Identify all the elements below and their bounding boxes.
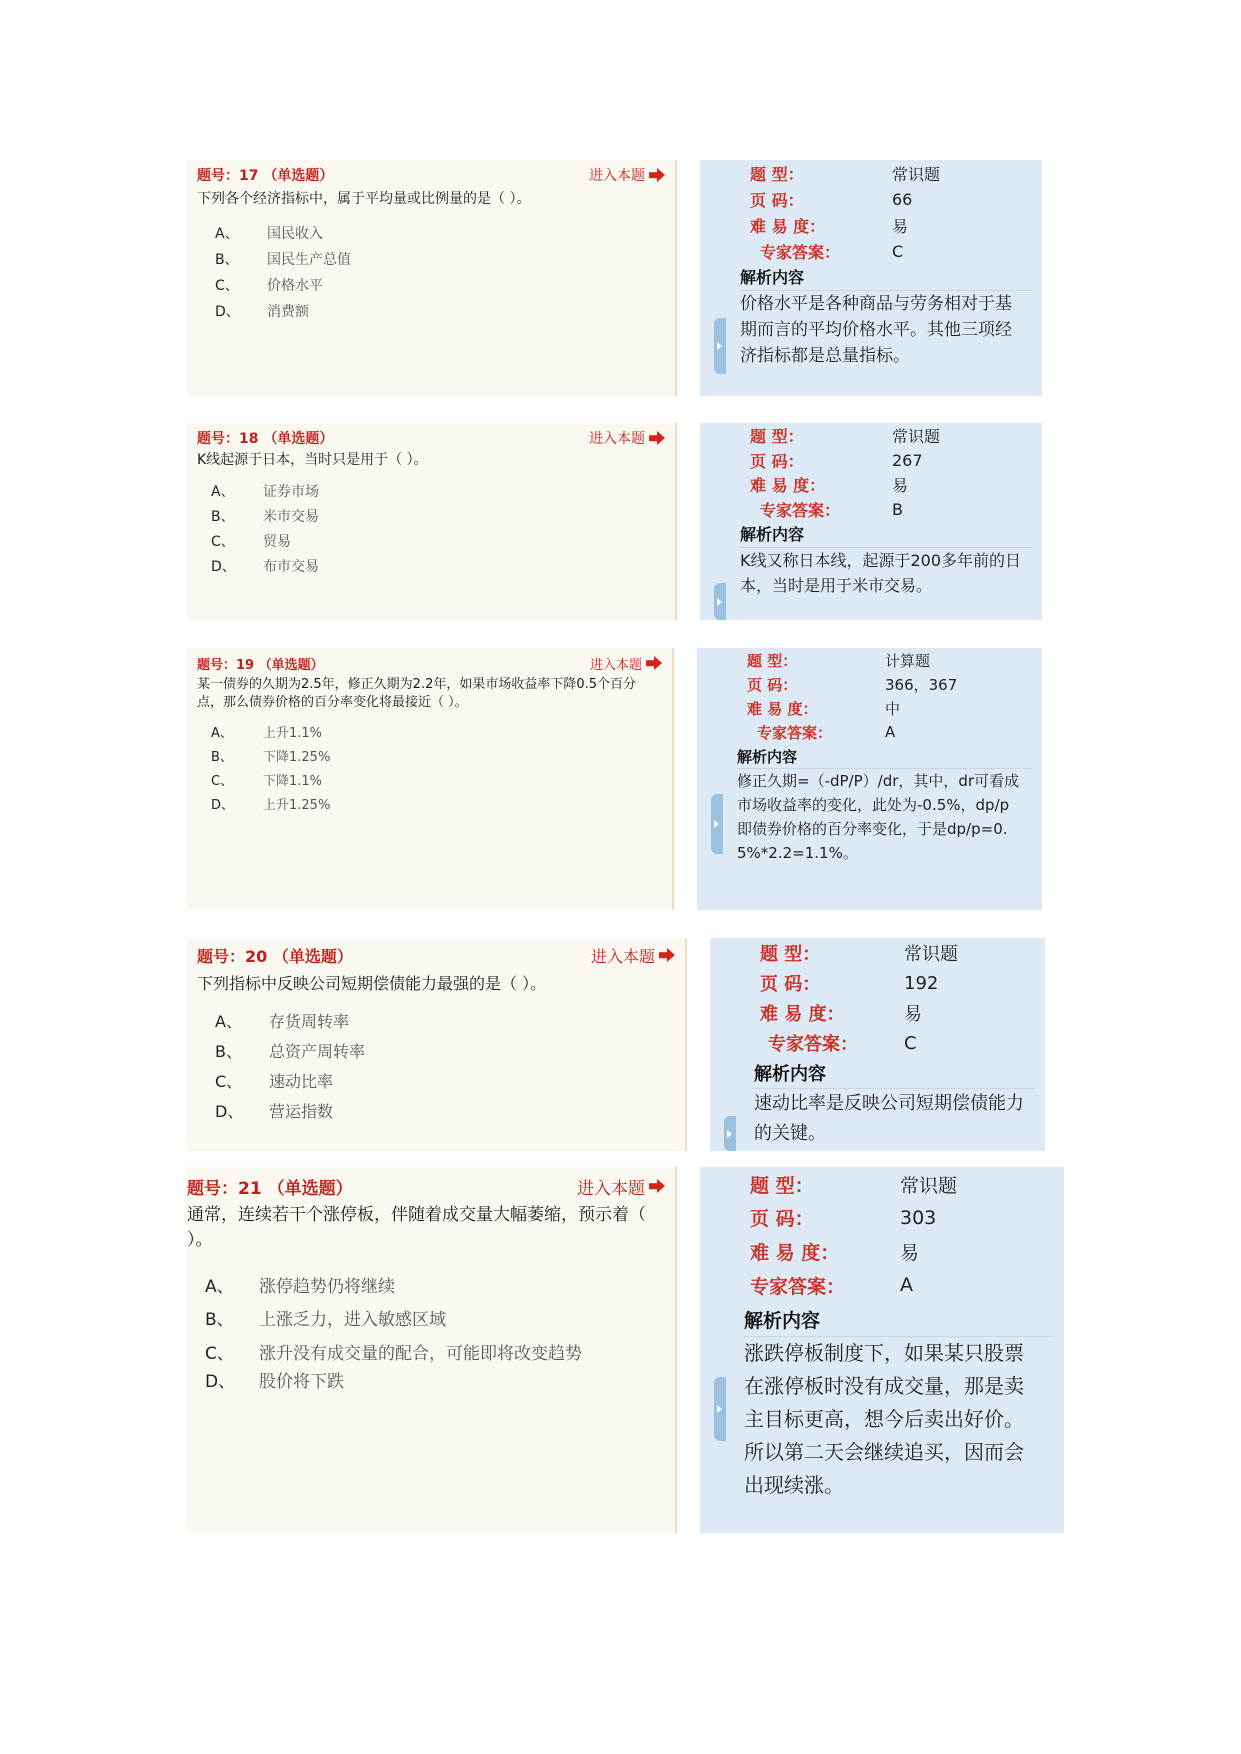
option-letter: C、: [211, 534, 235, 550]
difficulty: [747, 696, 1032, 720]
question-panel: [187, 160, 677, 396]
option-b[interactable]: [197, 505, 665, 530]
difficulty: [750, 212, 1032, 238]
analysis-title: 解析内容: [737, 744, 1032, 769]
answer-value: B: [892, 500, 903, 519]
question-type: [760, 938, 1035, 968]
option-text: 营运指数: [269, 1102, 334, 1121]
option-c[interactable]: [197, 273, 665, 299]
option-a[interactable]: [197, 1007, 675, 1037]
type-value: 常识题: [904, 944, 958, 965]
question-panel: [187, 938, 687, 1151]
option-list: [197, 722, 662, 818]
difficulty: [750, 1234, 1054, 1268]
question-card-17: [187, 160, 1042, 396]
option-letter: C、: [205, 1344, 234, 1364]
enter-question-link[interactable]: [591, 944, 675, 967]
analysis-text: K线又称日本线，起源于200多年前的日本，当时是用于米市交易。: [740, 551, 1022, 595]
option-d[interactable]: [197, 1097, 675, 1127]
option-c[interactable]: [197, 530, 665, 555]
question-type: [750, 160, 1032, 186]
type-value: 常识题: [900, 1174, 958, 1197]
option-text: 股价将下跌: [259, 1372, 344, 1392]
question-number: 题号：21 （单选题）: [187, 1178, 353, 1199]
question-header: [197, 942, 675, 968]
option-letter: C、: [211, 774, 234, 789]
question-header: [197, 164, 665, 186]
option-letter: D、: [211, 559, 236, 575]
option-text: 国民生产总值: [267, 252, 351, 268]
collapse-handle[interactable]: [714, 583, 726, 620]
option-letter: D、: [215, 304, 240, 320]
analysis-text: 修正久期=（-dP/P）/dr，其中，dr可看成市场收益率的变化，此处为-0.5%，dp/p即债券价格的百分率变化，于是dp/p=0.5%*2.2=1.1%。: [737, 772, 1020, 862]
arrow-right-icon: [649, 168, 665, 182]
page-number: [750, 448, 1032, 472]
enter-label: 进入本题: [590, 946, 655, 966]
option-list: [197, 1007, 675, 1127]
question-number: 题号：17 （单选题）: [197, 168, 334, 184]
page-number: [750, 1201, 1054, 1234]
arrow-right-icon: [649, 431, 665, 445]
option-text: 布市交易: [263, 559, 319, 575]
analysis-title: 解析内容: [740, 264, 1032, 291]
answer-value: A: [885, 723, 896, 741]
page-value: 192: [904, 972, 939, 994]
type-value: 计算题: [885, 651, 931, 670]
type-key: 题 型：: [750, 427, 804, 446]
page-number: [750, 186, 1032, 212]
question-stem: K线起源于日本，当时只是用于（ ）。: [197, 452, 428, 468]
option-d[interactable]: [187, 1366, 665, 1399]
option-list: [197, 480, 665, 580]
option-b[interactable]: [197, 247, 665, 273]
question-card-20: [187, 938, 1045, 1151]
analysis-text: 价格水平是各种商品与劳务相对于基期而言的平均价格水平。其他三项经济指标都是总量指标。: [740, 294, 1012, 366]
analysis-title: 解析内容: [744, 1302, 1054, 1337]
type-key: 题 型：: [760, 944, 821, 965]
page-value: 303: [900, 1206, 937, 1229]
answer-value: C: [904, 1032, 917, 1054]
type-value: 常识题: [892, 427, 941, 446]
type-key: 题 型：: [750, 1174, 814, 1197]
answer-key: 专家答案：: [757, 723, 833, 742]
expert-answer: [747, 720, 1032, 744]
option-c[interactable]: [197, 770, 662, 794]
question-panel: [187, 423, 677, 620]
page-key: 页 码：: [750, 1208, 814, 1230]
page-number: [747, 672, 1032, 696]
answer-key: 专家答案：: [760, 242, 841, 262]
question-type: [747, 648, 1032, 672]
question-number: 题号：19 （单选题）: [197, 657, 324, 673]
option-list: [197, 221, 665, 325]
question-number: 题号：18 （单选题）: [197, 431, 334, 447]
option-d[interactable]: [197, 299, 665, 325]
arrow-right-icon: [649, 1179, 665, 1193]
page-value: 267: [892, 450, 923, 470]
analysis-title: 解析内容: [754, 1058, 1035, 1089]
question-stem: 某一债券的久期为2.5年，修正久期为2.2年，如果市场收益率下降0.5个百分点，那么债券价格的百分率变化将最接近（ ）。: [197, 677, 637, 710]
enter-question-link[interactable]: [589, 165, 665, 185]
option-text: 涨升没有成交量的配合，可能即将改变趋势: [259, 1344, 582, 1364]
analysis-text: 涨跌停板制度下，如果某只股票在涨停板时没有成交量，那是卖主目标更高，想今后卖出好价。所以第二天会继续追买，因而会出现续涨。: [744, 1341, 1024, 1497]
option-d[interactable]: [197, 794, 662, 818]
option-letter: B、: [215, 1042, 242, 1061]
difficulty-value: 易: [900, 1241, 920, 1264]
option-b[interactable]: [197, 1037, 675, 1067]
enter-label: 进入本题: [589, 168, 645, 184]
answer-panel: [697, 648, 1042, 910]
difficulty-key: 难 易 度：: [750, 1241, 840, 1264]
page-key: 页 码：: [760, 974, 821, 995]
option-b[interactable]: [187, 1304, 665, 1337]
type-value: 常识题: [892, 164, 941, 184]
page-number: [760, 968, 1035, 998]
option-text: 涨停趋势仍将继续: [259, 1277, 395, 1297]
collapse-handle[interactable]: [724, 1116, 736, 1151]
arrow-right-icon: [646, 656, 662, 670]
expert-answer: [760, 1028, 1035, 1058]
question-header: [197, 652, 662, 674]
page-value: 66: [892, 189, 913, 209]
option-letter: C、: [215, 1072, 243, 1091]
difficulty-key: 难 易 度：: [750, 476, 826, 495]
option-letter: D、: [215, 1102, 244, 1121]
option-text: 贸易: [263, 534, 291, 550]
option-text: 消费额: [267, 304, 309, 320]
enter-label: 进入本题: [577, 1178, 645, 1199]
collapse-handle[interactable]: [714, 318, 726, 374]
option-letter: A、: [215, 1012, 242, 1031]
option-letter: C、: [215, 278, 239, 294]
question-type: [750, 423, 1032, 448]
analysis-text: 速动比率是反映公司短期偿债能力的关键。: [754, 1093, 1024, 1144]
option-text: 证券市场: [263, 484, 319, 500]
option-b[interactable]: [197, 746, 662, 770]
difficulty-value: 中: [885, 699, 901, 718]
answer-key: 专家答案：: [760, 501, 841, 520]
difficulty-value: 易: [892, 476, 909, 495]
option-a[interactable]: [197, 480, 665, 505]
option-c[interactable]: [197, 1067, 675, 1097]
collapse-handle[interactable]: [711, 794, 723, 854]
option-a[interactable]: [197, 722, 662, 746]
difficulty: [750, 472, 1032, 497]
question-card-19: [187, 648, 1042, 910]
page-key: 页 码：: [750, 190, 804, 210]
answer-panel: [710, 938, 1045, 1151]
question-panel: [187, 648, 674, 910]
answer-key: 专家答案：: [768, 1034, 858, 1055]
difficulty-value: 易: [904, 1004, 922, 1025]
type-key: 题 型：: [750, 164, 804, 184]
option-text: 速动比率: [269, 1072, 334, 1091]
option-text: 下降1.25%: [263, 750, 331, 765]
option-list: [187, 1271, 665, 1399]
option-letter: B、: [211, 509, 235, 525]
question-card-18: [187, 423, 1042, 620]
enter-question-link[interactable]: [577, 1174, 665, 1199]
answer-value: A: [900, 1274, 913, 1296]
option-text: 上升1.1%: [263, 726, 323, 741]
option-d[interactable]: [197, 555, 665, 580]
expert-answer: [750, 1268, 1054, 1302]
option-letter: A、: [205, 1277, 234, 1297]
enter-question-link[interactable]: [589, 428, 665, 448]
enter-label: 进入本题: [589, 431, 645, 447]
option-text: 存货周转率: [269, 1012, 350, 1031]
answer-panel: [700, 423, 1042, 620]
question-panel: [187, 1167, 677, 1533]
option-letter: B、: [205, 1310, 234, 1330]
difficulty-key: 难 易 度：: [760, 1004, 845, 1025]
question-stem: 下列各个经济指标中，属于平均量或比例量的是（ ）。: [197, 191, 531, 207]
answer-panel: [700, 160, 1042, 396]
option-text: 米市交易: [263, 509, 319, 525]
option-letter: D、: [211, 798, 235, 813]
enter-label: 进入本题: [589, 657, 642, 673]
expert-answer: [750, 497, 1032, 522]
analysis-title: 解析内容: [740, 522, 1032, 548]
answer-panel: [700, 1167, 1064, 1533]
option-a[interactable]: [187, 1271, 665, 1304]
question-stem: 通常，连续若干个涨停板，伴随着成交量大幅萎缩，预示着（ ）。: [187, 1205, 646, 1250]
difficulty-value: 易: [892, 216, 909, 236]
collapse-handle[interactable]: [714, 1377, 726, 1441]
option-text: 价格水平: [267, 278, 323, 294]
question-header: [197, 427, 665, 449]
arrow-right-icon: [659, 948, 675, 962]
question-card-21: [187, 1167, 1064, 1533]
page-value: 366，367: [885, 675, 958, 694]
option-text: 总资产周转率: [269, 1042, 366, 1061]
answer-value: C: [892, 241, 904, 261]
page-key: 页 码：: [747, 675, 798, 694]
expert-answer: [750, 238, 1032, 264]
option-letter: B、: [211, 750, 233, 765]
option-a[interactable]: [197, 221, 665, 247]
option-c[interactable]: [187, 1337, 665, 1366]
question-header: [187, 1171, 665, 1201]
difficulty: [760, 998, 1035, 1028]
option-text: 上升1.25%: [263, 798, 331, 813]
question-stem: 下列指标中反映公司短期偿债能力最强的是（ ）。: [197, 974, 547, 993]
page-key: 页 码：: [750, 451, 804, 471]
option-letter: A、: [211, 726, 233, 741]
option-letter: D、: [205, 1372, 236, 1392]
option-letter: A、: [211, 484, 235, 500]
option-letter: B、: [215, 252, 239, 268]
option-letter: A、: [215, 226, 239, 242]
question-number: 题号：20 （单选题）: [197, 946, 353, 966]
answer-key: 专家答案：: [750, 1275, 846, 1298]
option-text: 国民收入: [267, 226, 323, 242]
difficulty-key: 难 易 度：: [747, 699, 818, 718]
difficulty-key: 难 易 度：: [750, 216, 826, 236]
question-type: [750, 1167, 1054, 1201]
enter-question-link[interactable]: [590, 654, 662, 673]
option-text: 下降1.1%: [263, 774, 323, 789]
type-key: 题 型：: [747, 651, 798, 670]
option-text: 上涨乏力，进入敏感区域: [259, 1310, 446, 1330]
